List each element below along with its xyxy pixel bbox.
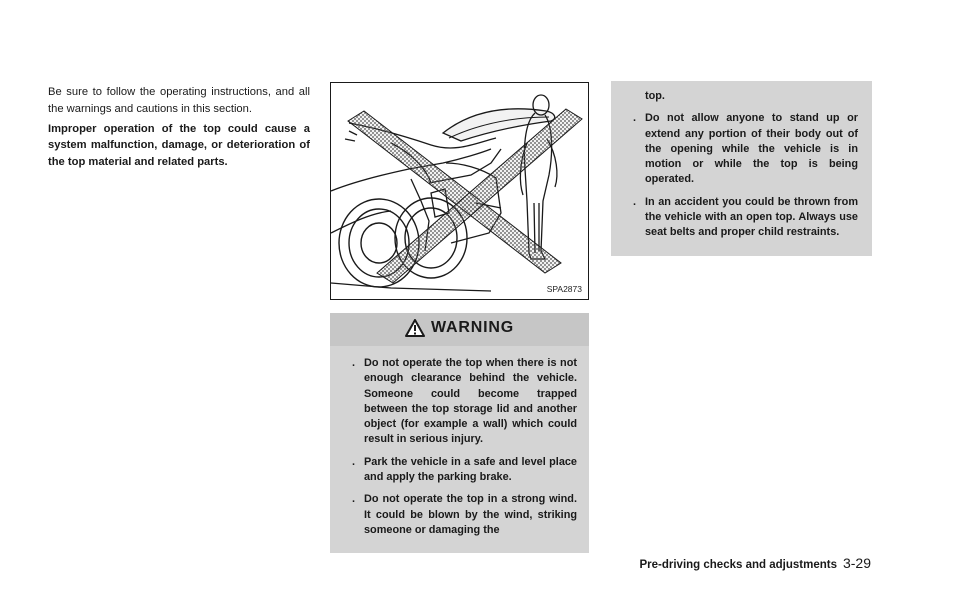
bullet-marker: . bbox=[352, 357, 356, 369]
warning-item bbox=[330, 492, 589, 538]
figure-code: SPA2873 bbox=[546, 284, 582, 294]
continuation-lead-text: top. bbox=[645, 90, 665, 102]
warning-list bbox=[330, 356, 589, 545]
warning-triangle-icon bbox=[405, 319, 425, 337]
warning-item bbox=[611, 195, 870, 241]
do-not-stand-behind-vehicle-illustration bbox=[331, 83, 589, 300]
bullet-marker: . bbox=[633, 195, 637, 208]
section-title: Pre-driving checks and adjustments bbox=[639, 559, 837, 571]
continuation-list bbox=[611, 89, 870, 248]
warning-continuation-box bbox=[611, 81, 872, 256]
page-number: 3-29 bbox=[842, 555, 871, 571]
improper-operation-paragraph: Improper operation of the top could cause a system malfunction, damage, or deterioration of the top material and related parts. bbox=[48, 123, 310, 168]
bullet-marker: . bbox=[352, 455, 356, 468]
warning-item bbox=[611, 111, 870, 187]
bullet-marker: . bbox=[352, 493, 356, 506]
warning-header bbox=[330, 313, 589, 346]
warning-item bbox=[330, 356, 589, 448]
warning-item-text: Do not operate the top in a strong wind. It could be blown by the wind, striking someone or damaging the bbox=[364, 493, 577, 536]
page-footer bbox=[619, 555, 871, 573]
warning-item bbox=[330, 455, 589, 486]
warning-item-text: Do not allow anyone to stand up or extend any portion of their body out of the opening while the vehicle is in motion or while the top is being operated. bbox=[645, 112, 858, 186]
intro-paragraph: Be sure to follow the operating instructions, and all the warnings and cautions in this section. bbox=[48, 86, 310, 115]
warning-item-text: In an accident you could be thrown from the vehicle with an open top. Always use seat belts and proper child restraints. bbox=[645, 195, 858, 239]
warning-item-text: Do not operate the top when there is not enough clearance behind the vehicle. Someone could become trapped between the top storage lid and another object (for example a wall) which could result in serious injury. bbox=[364, 357, 577, 446]
vehicle-illustration-figure bbox=[330, 82, 589, 300]
warning-title: WARNING bbox=[431, 319, 514, 336]
warning-item-text: Park the vehicle in a safe and level place and apply the parking brake. bbox=[364, 455, 577, 484]
left-column bbox=[48, 84, 310, 170]
warning-box bbox=[330, 313, 589, 553]
bullet-marker: . bbox=[633, 112, 637, 125]
